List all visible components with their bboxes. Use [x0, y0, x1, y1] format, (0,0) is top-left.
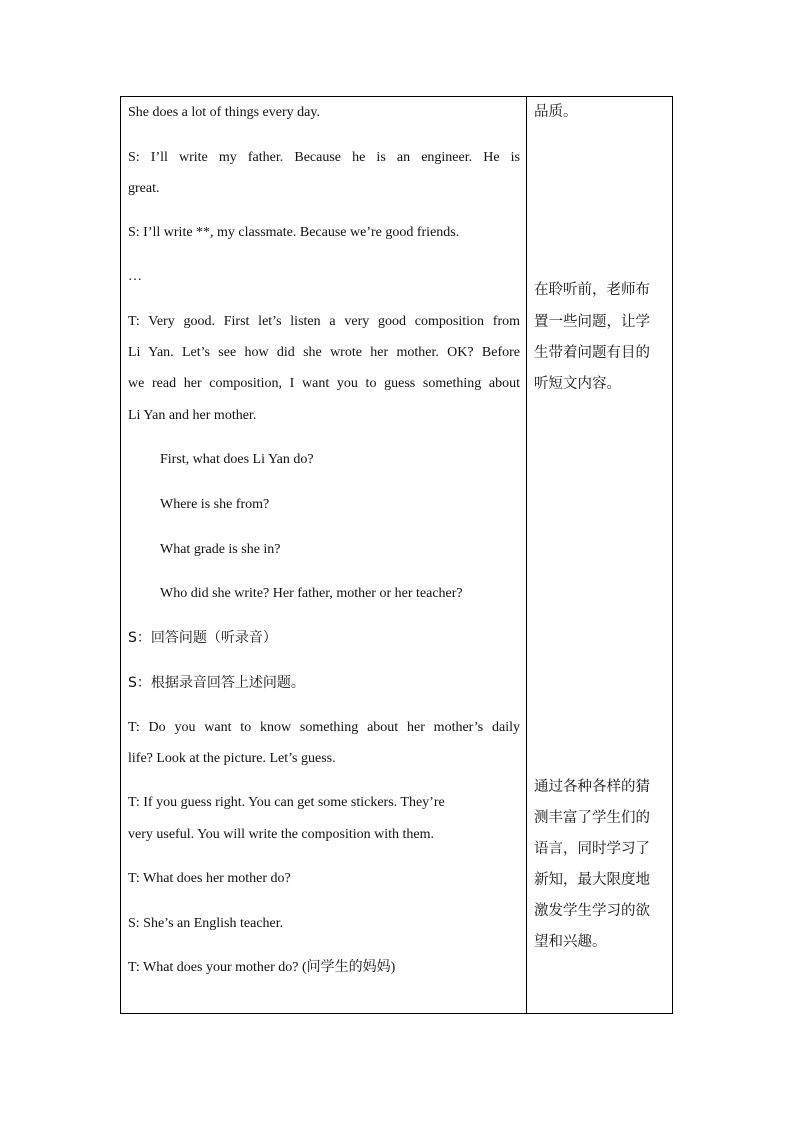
teaching-note-line: 测丰富了学生们的	[534, 810, 650, 826]
dialogue-line: T: What does your mother do? (问学生的妈妈)	[128, 960, 396, 975]
dialogue-line: T: What does her mother do?	[128, 871, 291, 886]
teaching-note-line: 品质。	[534, 104, 578, 120]
question-line: First, what does Li Yan do?	[160, 452, 314, 467]
teaching-note-line: 通过各种各样的猜	[534, 779, 650, 795]
dialogue-line: life? Look at the picture. Let’s guess.	[128, 751, 336, 766]
question-line: Who did she write? Her father, mother or her teacher?	[160, 586, 463, 601]
column-divider	[526, 97, 527, 1013]
dialogue-line: S: She’s an English teacher.	[128, 916, 284, 931]
dialogue-line: we read her composition, I want you to guess something about	[128, 376, 520, 391]
student-response-line: S：根据录音回答上述问题。	[128, 675, 305, 691]
teaching-note-line: 在聆听前，老师布	[534, 282, 650, 298]
dialogue-line: T: If you guess right. You can get some stickers. They’re	[128, 795, 445, 810]
teaching-note-line: 望和兴趣。	[534, 934, 607, 950]
dialogue-line: …	[128, 269, 142, 284]
dialogue-line: great.	[128, 181, 160, 196]
question-line: What grade is she in?	[160, 542, 281, 557]
dialogue-line: She does a lot of things every day.	[128, 105, 320, 120]
teaching-note-line: 激发学生学习的欲	[534, 903, 650, 919]
dialogue-line: T: Do you want to know something about her mother’s daily	[128, 720, 520, 735]
dialogue-line: Li Yan and her mother.	[128, 408, 257, 423]
teaching-note-line: 置一些问题，让学	[534, 314, 650, 330]
dialogue-line: very useful. You will write the composition with them.	[128, 827, 435, 842]
lesson-plan-table	[120, 96, 673, 1014]
dialogue-line: Li Yan. Let’s see how did she wrote her mother. OK? Before	[128, 345, 520, 360]
dialogue-line: S: I’ll write **, my classmate. Because we’re good friends.	[128, 225, 460, 240]
teaching-note-line: 语言，同时学习了	[534, 841, 650, 857]
dialogue-line: T: Very good. First let’s listen a very good composition from	[128, 314, 520, 329]
question-line: Where is she from?	[160, 497, 270, 512]
teaching-note-line: 新知，最大限度地	[534, 872, 650, 888]
teaching-note-line: 生带着问题有目的	[534, 345, 650, 361]
teaching-note-line: 听短文内容。	[534, 376, 621, 392]
dialogue-line: S: I’ll write my father. Because he is an engineer. He is	[128, 150, 520, 165]
student-response-line: S：回答问题（听录音）	[128, 630, 277, 646]
